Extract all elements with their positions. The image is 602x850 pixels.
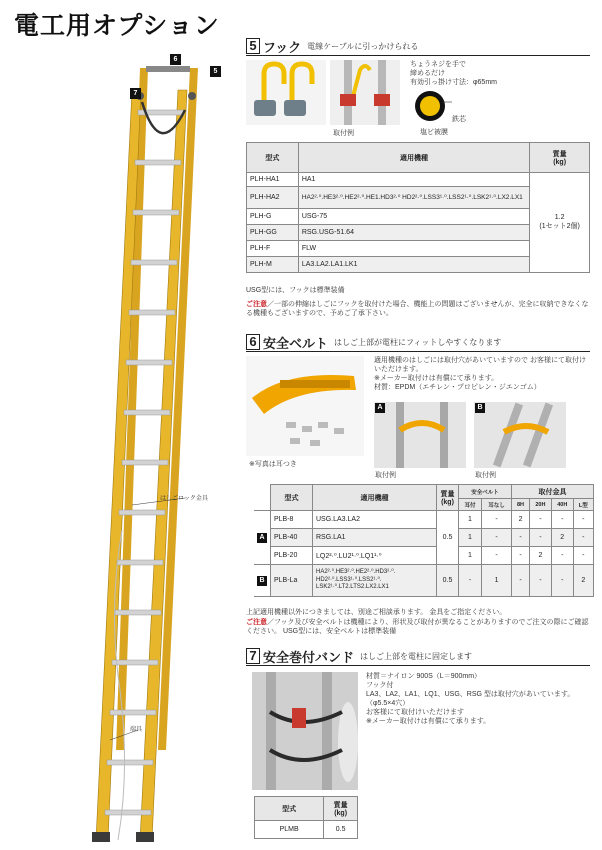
hook-fit: LA3.LA2.LA1.LK1 (298, 257, 529, 273)
hook-note-3: 有効引っ掛け寸法：φ65mm (410, 79, 497, 86)
section-7-title: 安全巻付バンド (263, 649, 355, 665)
th-model: 型式 (247, 143, 299, 173)
belt-cell: 2 (551, 529, 573, 547)
section-5-subtitle: 電線ケーブルに引っかけられる (307, 41, 419, 51)
section-7-number: 7 (246, 648, 260, 664)
belt-caution (246, 618, 592, 636)
th-weight: 質量 (kg) (530, 143, 590, 173)
belt-desc-2: ※メーカー取付けは有償にて承ります。 (374, 375, 499, 382)
belt-cell: - (482, 529, 512, 547)
hook-caution-text: ／一部の伸縮はしごにフックを取付けた場合、機能上の問題はございませんが、完全に収納できなくなる機種もございますので、予めご了承下さい。 (246, 301, 589, 317)
band-spec-3: LA3、LA2、LA1、LQ1、USG、RSG 型は取付穴があいています。（φ5.5×4穴） (366, 691, 575, 707)
belt-model: PLB-La (271, 565, 313, 597)
belt-material: 材質：EPDM（エチレン・プロピレン・ジエンゴム） (374, 384, 541, 391)
hook-fit: HA2²·⁰.HE3²·⁰.HE2²·⁰.HE1.HD3²·⁰ HD2²·⁰.LSS3¹·⁰.LSS2¹·⁰.LSK2¹·⁰.LX2.LX1 (298, 187, 529, 209)
belt-cell: 2 (512, 511, 530, 529)
band-specs (366, 672, 592, 726)
hook-note-1: ちょうネジを手で (410, 61, 466, 68)
belt-label-b: B (475, 403, 485, 413)
table-row (254, 565, 594, 597)
belt-cell: - (512, 565, 530, 597)
th-fit: 適用機種 (298, 143, 529, 173)
hook-weight-value: 1.2 (554, 214, 565, 221)
hook-install-photo (330, 60, 400, 125)
belt-cell: - (512, 547, 530, 565)
th-band-weight: 質量 (kg) (324, 797, 358, 821)
band-spec-2: フック付 (366, 682, 394, 689)
belt-mark-cell-a (254, 511, 271, 565)
belt-weight-a: 0.5 (437, 511, 459, 565)
belt-model: PLB-8 (271, 511, 313, 529)
belt-row-mark-a: A (257, 533, 267, 543)
belt-product-photo (246, 356, 364, 456)
hook-model: PLH-HA1 (247, 173, 299, 187)
section-5-number: 5 (246, 38, 260, 54)
hook-coat-label: 塩ビ被膜 (420, 129, 448, 136)
belt-cell: 1 (482, 565, 512, 597)
belt-install-photo-b (474, 402, 566, 468)
section-5-title: フック (263, 39, 302, 55)
belt-cell: - (482, 547, 512, 565)
belt-cell: 1 (459, 529, 482, 547)
belt-fit: HA2²·⁰.HE3²·⁰.HE2²·⁰.HD3²·⁰. HD2²·⁰.LSS3¹·⁰.LSS2¹·⁰. LSK2¹·⁰.LT2.LTS2.LX2.LX1 (313, 565, 437, 597)
belt-cell: - (573, 547, 593, 565)
hook-footnote: USG型には、フックは標準装備 (246, 287, 345, 294)
hook-caution (246, 300, 590, 318)
hook-product-photo (246, 60, 326, 125)
belt-cell: - (573, 511, 593, 529)
belt-cell: - (459, 565, 482, 597)
section-7-rule (246, 665, 590, 666)
th-belt-model: 型式 (271, 485, 313, 511)
hook-note-2: 締めるだけ (410, 70, 445, 77)
hook-weight-note: (1セット2個) (539, 223, 580, 230)
belt-fit: USG.LA3.LA2 (313, 511, 437, 529)
table-row (254, 511, 594, 529)
belt-fit: RSG.LA1 (313, 529, 437, 547)
hook-model: PLH-GG (247, 225, 299, 241)
th-sub-1: 耳なし (482, 499, 512, 511)
ladder-illustration (10, 50, 235, 850)
th-belt-weight: 質量 (kg) (437, 485, 459, 511)
belt-mark-cell-b (254, 565, 271, 597)
section-7-header (246, 648, 472, 664)
belt-cell: - (573, 529, 593, 547)
section-5-rule (246, 55, 590, 56)
belt-caution-text: ／フック及び安全ベルトは機種により、形状及び取付が異なることがありますのでご注文の際にご確認ください。 USG型には、安全ベルトは標準装備 (246, 619, 589, 635)
belt-spec-table (254, 484, 594, 597)
ladder-tag-6: 6 (170, 54, 181, 65)
band-spec-5: ※メーカー取付けは有償にて承ります。 (366, 718, 491, 725)
section-6-header (246, 334, 501, 350)
hook-weight-cell (530, 173, 590, 273)
belt-cell: - (551, 511, 573, 529)
callout-foot: 端具 (130, 727, 143, 733)
belt-fit: LQ2²·⁰.LU2¹·⁰.LQ1¹·⁰ (313, 547, 437, 565)
belt-install-photo-a (374, 402, 466, 468)
th-sub-3: 20H (529, 499, 551, 511)
belt-model: PLB-40 (271, 529, 313, 547)
band-weight: 0.5 (324, 821, 358, 839)
hook-fit: RSG.USG-51.64 (298, 225, 529, 241)
hook-fit: FLW (298, 241, 529, 257)
hook-cross-section-diagram (412, 88, 452, 124)
belt-cell: - (529, 529, 551, 547)
band-spec-4: お客様にて取付けいただけます (366, 709, 464, 716)
section-6-number: 6 (246, 334, 260, 350)
th-belt-belt: 安全ベルト (459, 485, 512, 499)
table-row (254, 529, 594, 547)
hook-caution-label: ご注意 (246, 301, 267, 308)
section-6-rule (246, 351, 590, 352)
th-sub-4: 40H (551, 499, 573, 511)
belt-caption-b: 取付例 (475, 472, 496, 479)
belt-cell: - (529, 565, 551, 597)
th-band-model: 型式 (255, 797, 324, 821)
section-6-title: 安全ベルト (263, 335, 329, 351)
belt-caution-label: ご注意 (246, 619, 267, 626)
section-5-header (246, 38, 418, 54)
hook-fit: HA1 (298, 173, 529, 187)
page-title: 電工用オプション (14, 12, 220, 40)
th-sub-0: 耳付 (459, 499, 482, 511)
belt-description (374, 356, 590, 392)
section-7-subtitle: はしご上部を電柱に固定します (360, 651, 473, 661)
hook-photo-caption: 取付例 (333, 130, 354, 137)
hook-core-label: 鉄芯 (452, 116, 466, 123)
belt-photo-note: ※写真は耳つき (249, 461, 297, 468)
th-mark (254, 485, 271, 511)
band-spec-1: 材質＝ナイロン 900S（L＝900mm） (366, 673, 482, 680)
belt-cell: 2 (573, 565, 593, 597)
belt-label-a: A (375, 403, 385, 413)
table-row (254, 547, 594, 565)
belt-model: PLB-20 (271, 547, 313, 565)
callout-lock: はしごロック金具 (160, 496, 208, 502)
hook-diagram-notes (410, 60, 510, 87)
th-sub-5: L型 (573, 499, 593, 511)
belt-note: 上記適用機種以外につきましては、別途ご相談承ります。 金具をご指定ください。 (246, 609, 507, 616)
belt-cell: - (529, 511, 551, 529)
belt-cell: - (551, 547, 573, 565)
hook-model: PLH-HA2 (247, 187, 299, 209)
belt-caption-a: 取付例 (375, 472, 396, 479)
section-6-subtitle: はしご上部が電柱にフィットしやすくなります (334, 337, 502, 347)
hook-model: PLH-G (247, 209, 299, 225)
hook-fit: USG-75 (298, 209, 529, 225)
belt-cell: 1 (459, 547, 482, 565)
hook-model: PLH-F (247, 241, 299, 257)
belt-weight-b: 0.5 (437, 565, 459, 597)
belt-cell: 1 (459, 511, 482, 529)
belt-cell: - (512, 529, 530, 547)
belt-cell: - (482, 511, 512, 529)
th-sub-2: 8H (512, 499, 530, 511)
ladder-drawing (10, 50, 235, 850)
table-row (255, 821, 358, 839)
ladder-tag-7: 7 (130, 88, 141, 99)
th-belt-fit: 適用機種 (313, 485, 437, 511)
belt-cell: 2 (529, 547, 551, 565)
belt-desc-1: 適用機種のはしごには取付穴があいていますので お客様にて取付けいただけます。 (374, 357, 586, 373)
table-row (247, 173, 590, 187)
hook-spec-table (246, 142, 590, 273)
band-install-photo (252, 672, 358, 790)
band-spec-table (254, 796, 358, 839)
belt-cell: - (551, 565, 573, 597)
ladder-tag-5: 5 (210, 66, 221, 77)
hook-model: PLH-M (247, 257, 299, 273)
th-belt-metal: 取付金具 (512, 485, 594, 499)
belt-row-mark-b: B (257, 576, 267, 586)
band-model: PLMB (255, 821, 324, 839)
